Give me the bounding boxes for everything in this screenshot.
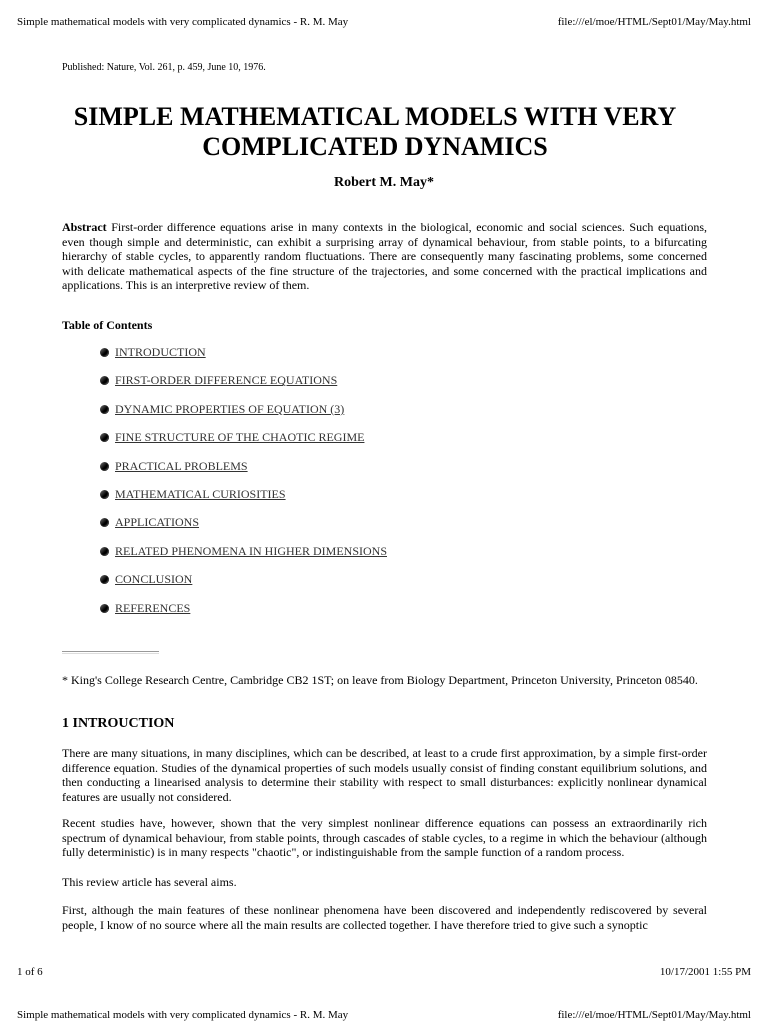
bullet-icon: [100, 376, 109, 385]
table-of-contents: [100, 345, 387, 629]
bullet-icon: [100, 348, 109, 357]
body-paragraph: Recent studies have, however, shown that the very simplest nonlinear difference equations can possess an extraordinarily rich spectrum of dynamical behaviour, from stable points, through cascades of stable cycles, to a regime in which the behaviour (although fully deterministic) is in many respects "chaotic", or indistinguishable from the sample function of a random process.: [62, 816, 707, 859]
toc-item: [100, 487, 387, 515]
toc-link-first-order[interactable]: FIRST-ORDER DIFFERENCE EQUATIONS: [115, 373, 338, 388]
toc-link-dynamic-properties[interactable]: DYNAMIC PROPERTIES OF EQUATION (3): [115, 401, 345, 416]
toc-link-related-phenomena[interactable]: RELATED PHENOMENA IN HIGHER DIMENSIONS: [115, 543, 387, 558]
bullet-icon: [100, 405, 109, 414]
toc-link-references[interactable]: REFERENCES: [115, 600, 191, 615]
toc-item: [100, 601, 387, 629]
footnote-divider: [62, 651, 159, 654]
bullet-icon: [100, 433, 109, 442]
print-date: 10/17/2001 1:55 PM: [659, 966, 751, 978]
body-paragraph: This review article has several aims.: [62, 875, 237, 889]
toc-link-introduction[interactable]: INTRODUCTION: [115, 345, 206, 359]
toc-link-practical-problems[interactable]: PRACTICAL PROBLEMS: [115, 458, 248, 473]
bullet-icon: [100, 518, 109, 527]
toc-link-conclusion[interactable]: CONCLUSION: [115, 572, 193, 587]
bullet-icon: [100, 462, 109, 471]
page-number: 1 of 6: [17, 966, 43, 978]
toc-item: [100, 544, 387, 572]
body-paragraph: There are many situations, in many disciplines, which can be described, at least to a crude first approximation, by a simple first-order difference equation. Studies of the dynamical properties of such models usually consist of finding constant equilibrium solutions, and then conducting a linearised analysis to determine their stability with respect to small disturbances: explicitly nonlinear dynamical features are usually not considered.: [62, 746, 707, 804]
page-header-title: Simple mathematical models with very complicated dynamics - R. M. May: [17, 16, 349, 28]
bullet-icon: [100, 575, 109, 584]
page-header-url: file:///el/moe/HTML/Sept01/May/May.html: [557, 16, 751, 28]
toc-item: [100, 402, 387, 430]
publication-info: Published: Nature, Vol. 261, p. 459, June 10, 1976.: [62, 62, 266, 73]
author: Robert M. May*: [334, 175, 434, 190]
bullet-icon: [100, 490, 109, 499]
article-title: SIMPLE MATHEMATICAL MODELS WITH VERY COMPLICATED DYNAMICS: [73, 102, 677, 161]
bullet-icon: [100, 604, 109, 613]
toc-link-applications[interactable]: APPLICATIONS: [115, 515, 200, 530]
abstract: [62, 220, 707, 293]
abstract-label: Abstract: [62, 220, 107, 234]
toc-link-fine-structure[interactable]: FINE STRUCTURE OF THE CHAOTIC REGIME: [115, 430, 365, 445]
abstract-text: First-order difference equations arise in many contexts in the biological, economic and social sciences. Such equations, even though simple and deterministic, can exhibit a surprising array of dynamical behaviour, from stable points, to a bifurcating hierarchy of stable cycles, to apparently random fluctuations. There are consequently many fascinating problems, some concerned with delicate mathematical aspects of the fine structure of the trajectories, and some concerned with the practical implications and applications. This is an interpretive review of them.: [62, 220, 707, 292]
page-footer-url: file:///el/moe/HTML/Sept01/May/May.html: [557, 1009, 751, 1021]
footnote: * King's College Research Centre, Cambridge CB2 1ST; on leave from Biology Department, Princeton University, Princeton 08540.: [62, 673, 698, 687]
body-paragraph: First, although the main features of these nonlinear phenomena have been discovered and independently rediscovered by several people, I know of no source where all the main results are collected together. I have therefore tried to give such a synoptic: [62, 903, 707, 932]
toc-heading: Table of Contents: [62, 318, 153, 332]
toc-link-curiosities[interactable]: MATHEMATICAL CURIOSITIES: [115, 486, 286, 501]
toc-item: [100, 345, 387, 373]
toc-item: [100, 430, 387, 458]
page-footer-title: Simple mathematical models with very complicated dynamics - R. M. May: [17, 1009, 349, 1021]
toc-item: [100, 572, 387, 600]
toc-item: [100, 373, 387, 401]
toc-item: [100, 459, 387, 487]
section-heading-introduction: 1 INTROUCTION: [62, 716, 175, 731]
bullet-icon: [100, 547, 109, 556]
toc-item: [100, 515, 387, 543]
